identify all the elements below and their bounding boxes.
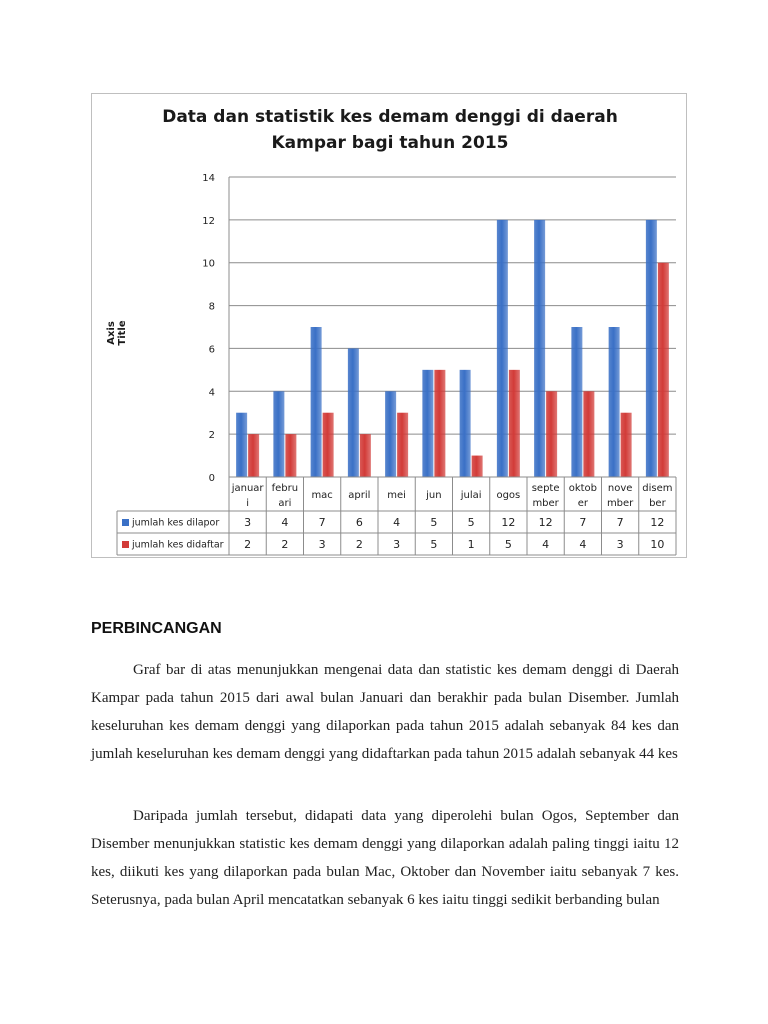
bar-dilapor-ogos: [497, 220, 508, 477]
x-tick-label-oktober-l1: oktob: [568, 483, 598, 494]
bar-dilapor-februari: [273, 391, 284, 477]
table-value-dilapor-ogos: 12: [501, 516, 516, 529]
y-tick-label-4: 4: [208, 387, 215, 399]
table-value-didaftar-februari: 2: [281, 538, 289, 551]
bar-didaftar-januari: [248, 434, 259, 477]
bar-dilapor-julai: [460, 370, 471, 477]
table-value-didaftar-oktober: 4: [579, 538, 587, 551]
bar-didaftar-disember: [658, 263, 669, 477]
x-tick-label-jun: jun: [426, 490, 442, 501]
table-value-dilapor-september: 12: [538, 516, 553, 529]
y-tick-label-10: 10: [202, 258, 215, 270]
bar-dilapor-september: [534, 220, 545, 477]
table-value-didaftar-november: 3: [616, 538, 624, 551]
x-tick-label-februari-l2: ari: [278, 498, 292, 509]
table-value-dilapor-jun: 5: [430, 516, 438, 529]
table-value-dilapor-disember: 12: [650, 516, 665, 529]
chart-title-line-2: Kampar bagi tahun 2015: [271, 133, 509, 153]
x-tick-label-mei: mei: [387, 490, 406, 501]
legend-swatch-didaftar: [122, 541, 129, 548]
y-tick-label-0: 0: [208, 473, 215, 484]
table-value-dilapor-januari: 3: [244, 516, 252, 529]
bar-didaftar-november: [621, 413, 632, 477]
x-tick-label-mac: mac: [311, 490, 333, 501]
x-tick-label-april: april: [348, 490, 371, 501]
bar-didaftar-ogos: [509, 370, 520, 477]
bar-dilapor-jun: [422, 370, 433, 477]
y-tick-label-12: 12: [202, 215, 215, 227]
bar-chart: [92, 94, 688, 559]
x-tick-label-november-l2: mber: [606, 498, 634, 509]
bar-didaftar-mei: [397, 413, 408, 477]
table-value-didaftar-april: 2: [355, 538, 363, 551]
legend-label-didaftar: jumlah kes didaftar: [132, 539, 224, 551]
x-tick-label-januari-l1: januar: [231, 483, 264, 494]
section-heading: PERBINCANGAN: [91, 620, 222, 637]
chart-title-line-1: Data dan statistik kes demam denggi di daerah: [162, 107, 618, 127]
x-tick-label-oktober-l2: er: [577, 498, 589, 509]
table-value-dilapor-julai: 5: [467, 516, 475, 529]
bar-dilapor-april: [348, 348, 359, 477]
table-value-didaftar-julai: 1: [467, 538, 475, 551]
table-value-dilapor-april: 6: [355, 516, 363, 529]
table-value-dilapor-mac: 7: [318, 516, 326, 529]
bar-didaftar-april: [360, 434, 371, 477]
x-tick-label-september-l1: septe: [531, 483, 560, 494]
table-value-dilapor-oktober: 7: [579, 516, 587, 529]
paragraph-1: Graf bar di atas menunjukkan mengenai data dan statistic kes demam denggi di Daerah Kampar pada tahun 2015 dari awal bulan Januari dan berakhir pada bulan Disember. Jumlah keseluruhan kes demam denggi yang dilaporkan pada tahun 2015 adalah sebanyak 84 kes dan jumlah keseluruhan kes demam denggi yang didaftarkan pada tahun 2015 adalah sebanyak 44 kes: [91, 662, 679, 762]
bar-didaftar-julai: [472, 456, 483, 477]
x-tick-label-februari-l1: febru: [271, 483, 299, 494]
bar-didaftar-mac: [323, 413, 334, 477]
y-axis-title: Axis Title: [106, 320, 128, 346]
bar-dilapor-mei: [385, 391, 396, 477]
table-value-dilapor-mei: 4: [393, 516, 401, 529]
table-value-didaftar-januari: 2: [244, 538, 252, 551]
legend-swatch-dilapor: [122, 519, 129, 526]
table-value-didaftar-jun: 5: [430, 538, 438, 551]
table-value-didaftar-disember: 10: [650, 538, 665, 551]
table-value-didaftar-mac: 3: [318, 538, 326, 551]
bar-didaftar-jun: [434, 370, 445, 477]
x-tick-label-ogos: ogos: [496, 490, 521, 501]
table-value-didaftar-ogos: 5: [504, 538, 512, 551]
table-value-didaftar-mei: 3: [393, 538, 401, 551]
bar-dilapor-november: [609, 327, 620, 477]
x-tick-label-disember-l2: ber: [649, 498, 666, 509]
x-tick-label-september-l2: mber: [532, 498, 559, 509]
bar-didaftar-oktober: [583, 391, 594, 477]
paragraph-2: Daripada jumlah tersebut, didapati data yang diperolehi bulan Ogos, September dan Disember menunjukkan statistic kes demam denggi yang dilaporkan adalah paling tinggi iaitu 12 kes, diikuti kes yang dilaporkan pada bulan Mac, Oktober dan November iaitu sebanyak 7 kes. Seterusnya, pada bulan April mencatatkan sebanyak 6 kes iaitu tinggi sedikit berbanding bulan: [91, 808, 679, 908]
bar-dilapor-disember: [646, 220, 657, 477]
x-tick-label-januari-l2: i: [246, 498, 250, 509]
table-value-didaftar-september: 4: [542, 538, 550, 551]
bar-didaftar-februari: [285, 434, 296, 477]
x-tick-label-november-l1: nove: [607, 483, 633, 494]
table-value-dilapor-februari: 4: [281, 516, 289, 529]
bar-dilapor-oktober: [571, 327, 582, 477]
bar-dilapor-januari: [236, 413, 247, 477]
bar-dilapor-mac: [311, 327, 322, 477]
x-tick-label-julai: julai: [460, 490, 482, 501]
y-tick-label-8: 8: [208, 301, 215, 313]
legend-label-dilapor: jumlah kes dilapor: [132, 517, 220, 529]
y-tick-label-14: 14: [202, 173, 215, 184]
y-tick-label-6: 6: [208, 344, 215, 356]
x-tick-label-disember-l1: disem: [642, 483, 673, 494]
table-value-dilapor-november: 7: [616, 516, 624, 529]
chart-container: [91, 93, 687, 558]
bar-didaftar-september: [546, 391, 557, 477]
y-tick-label-2: 2: [208, 430, 215, 442]
